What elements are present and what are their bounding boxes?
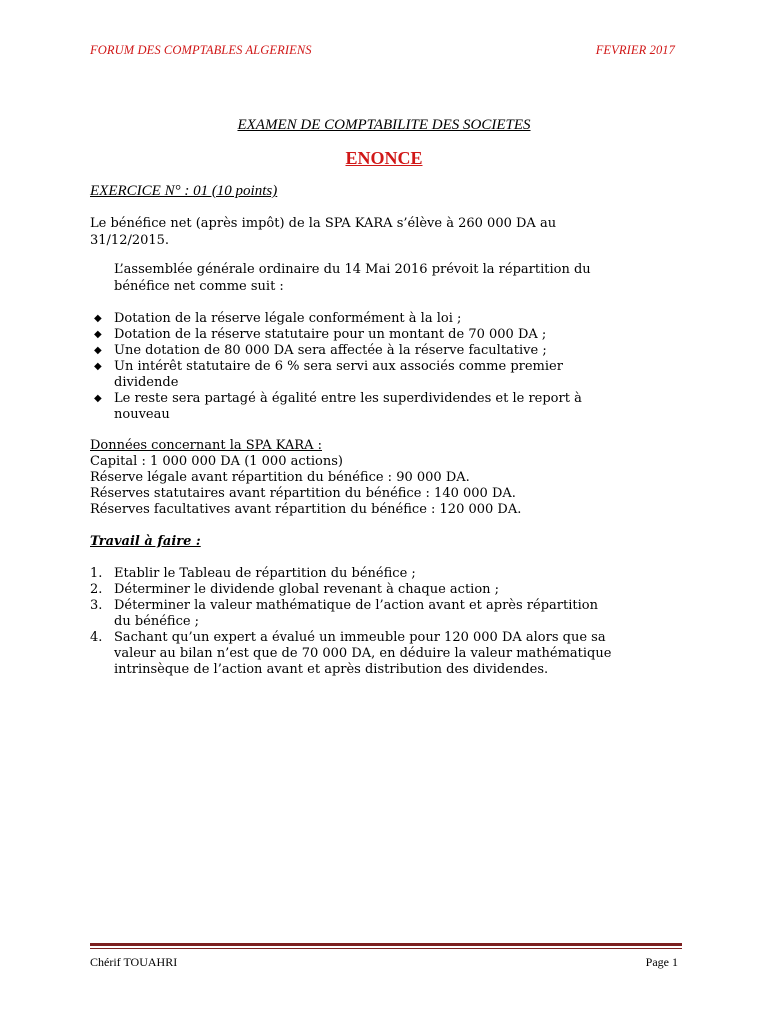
list-item-text: Une dotation de 80 000 DA sera affectée à la réserve facultative ; (114, 343, 547, 358)
exam-title: EXAMEN DE COMPTABILITE DES SOCIETES (237, 117, 531, 133)
task-text: du bénéfice ; (114, 614, 200, 629)
task-text: Déterminer la valeur mathématique de l’action avant et après répartition (114, 598, 598, 613)
task-number: 3. (90, 598, 103, 613)
list-item (90, 391, 670, 423)
assembly-line: bénéfice net comme suit : (114, 278, 284, 294)
task-text: valeur au bilan n’est que de 70 000 DA, en déduire la valeur mathématique (114, 646, 612, 661)
intro-paragraph (90, 216, 650, 249)
company-data-line: Réserves facultatives avant répartition du bénéfice : 120 000 DA. (90, 502, 522, 517)
list-item-text: dividende (114, 375, 179, 390)
task-number: 1. (90, 566, 103, 581)
list-item (90, 311, 670, 327)
assembly-line: L’assemblée générale ordinaire du 14 Mai 2016 prévoit la répartition du (114, 262, 591, 277)
list-item-text: Dotation de la réserve légale conformément à la loi ; (114, 311, 462, 326)
footer-rule (90, 943, 682, 946)
task-item (90, 566, 680, 582)
diamond-bullet-icon: ◆ (94, 345, 102, 356)
task-text: intrinsèque de l’action avant et après distribution des dividendes. (114, 662, 549, 677)
footer-author: Chérif TOUAHRI (90, 955, 178, 969)
intro-line: Le bénéfice net (après impôt) de la SPA KARA s’élève à 260 000 DA au (90, 216, 557, 231)
task-item (90, 598, 680, 630)
assembly-paragraph (114, 262, 674, 295)
list-item-text: Un intérêt statutaire de 6 % sera servi aux associés comme premier (114, 359, 563, 374)
list-item (90, 359, 670, 391)
footer-page-number: Page 1 (645, 955, 678, 969)
task-text: Etablir le Tableau de répartition du bénéfice ; (114, 566, 416, 581)
enonce-heading: ENONCE (345, 148, 423, 168)
company-data-line: Réserves statutaires avant répartition du bénéfice : 140 000 DA. (90, 486, 516, 501)
list-item (90, 327, 670, 343)
task-text: Sachant qu’un expert a évalué un immeuble pour 120 000 DA alors que sa (114, 630, 606, 645)
task-number: 2. (90, 582, 103, 597)
task-number: 4. (90, 630, 103, 645)
diamond-bullet-icon: ◆ (94, 393, 102, 404)
distribution-list (90, 311, 670, 423)
company-data-line: Réserve légale avant répartition du bénéfice : 90 000 DA. (90, 470, 470, 485)
task-list (90, 566, 680, 678)
exercise-title: EXERCICE N° : 01 (10 points) (90, 183, 278, 199)
task-item (90, 582, 680, 598)
diamond-bullet-icon: ◆ (94, 361, 102, 372)
footer-rule-thin (90, 948, 682, 949)
list-item (90, 343, 670, 359)
header-right: FEVRIER 2017 (595, 43, 675, 57)
company-data-title: Données concernant la SPA KARA : (90, 438, 322, 453)
task-item (90, 630, 680, 678)
diamond-bullet-icon: ◆ (94, 329, 102, 340)
task-text: Déterminer le dividende global revenant à chaque action ; (114, 582, 500, 597)
company-data-section (90, 438, 690, 518)
list-item-text: Le reste sera partagé à égalité entre les superdividendes et le report à (114, 391, 582, 406)
list-item-text: Dotation de la réserve statutaire pour un montant de 70 000 DA ; (114, 327, 547, 342)
diamond-bullet-icon: ◆ (94, 313, 102, 324)
header-left: FORUM DES COMPTABLES ALGERIENS (90, 43, 312, 57)
company-data-line: Capital : 1 000 000 DA (1 000 actions) (90, 454, 343, 469)
intro-line: 31/12/2015. (90, 232, 170, 248)
todo-title: Travail à faire : (90, 534, 201, 549)
list-item-text: nouveau (114, 407, 170, 422)
